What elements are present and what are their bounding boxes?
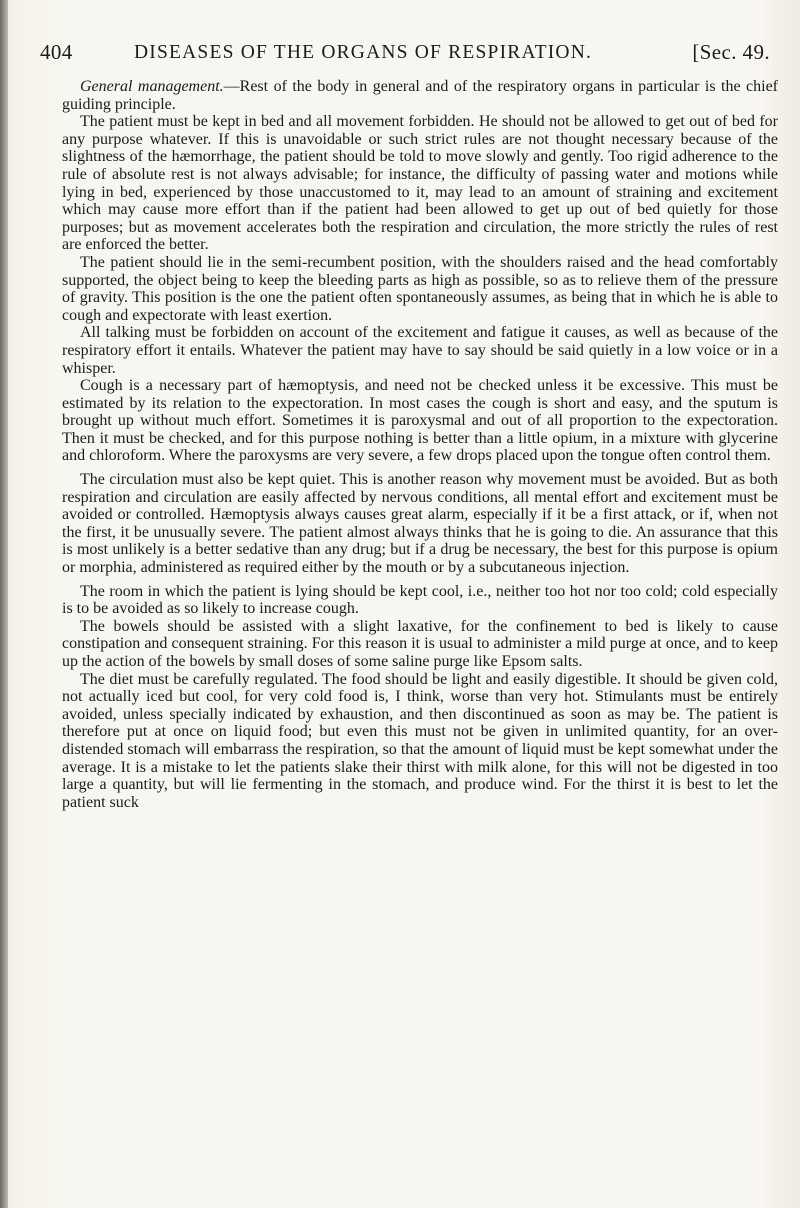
paragraph-diet	[62, 671, 778, 812]
running-header	[40, 40, 770, 76]
paragraph-text: The circulation must also be kept quiet. This is another reason why movement must be avoided. But as both respiration and circulation are easily affected by nervous conditions, all mental effort and excitement must be avoided or controlled. Hæmoptysis always causes great alarm, especially if it be a first attack, or if, when not the first, it be unusually severe. The patient almost always thinks that he is going to die. An assurance that this is most unlikely is a better sedative than any drug; but if a drug be necessary, the best for this purpose is opium or morphia, administered as required either by the mouth or by a subcutaneous injection.	[62, 471, 778, 577]
paragraph-text: The room in which the patient is lying should be kept cool, i.e., neither too hot nor too cold; cold especially is to be avoided as so likely to increase cough.	[62, 582, 778, 618]
paragraph-bowels	[62, 618, 778, 671]
paragraph-general-management	[62, 78, 778, 113]
paragraph-lead: General management.	[80, 78, 224, 95]
paragraph-rest-in-bed	[62, 113, 778, 254]
paragraph-text: The patient must be kept in bed and all movement forbidden. He should not be allowed to get out of bed for any purpose whatever. If this is unavoidable or such strict rules are not thought necessary because of the slightness of the hæmorrhage, the patient should be told to move slowly and gently. Too rigid adherence to the rule of absolute rest is not always advisable; for instance, the difficulty of passing water and motions while lying in bed, experienced by those unaccustomed to it, may lead to an amount of straining and excitement which may cause more effort than if the patient had been allowed to get up out of bed quietly for those purposes; but as movement accelerates both the respiration and circulation, the more strictly the rules of rest are enforced the better.	[62, 113, 778, 254]
paragraph-text: The patient should lie in the semi-recumbent position, with the shoulders raised and the head comfortably supported, the object being to keep the bleeding parts as high as possible, so as to relieve them of the pressure of gravity. This position is the one the patient often spontaneously assumes, as being that in which he is able to cough and expectorate with least exertion.	[62, 253, 778, 324]
section-label: [Sec. 49.	[692, 40, 770, 64]
paragraph-text: All talking must be forbidden on account of the excitement and fatigue it causes, as well as because of the respiratory effort it entails. Whatever the patient may have to say should be said quietly in a low voice or in a whisper.	[62, 324, 778, 377]
paragraph-circulation	[62, 471, 778, 577]
page-binding-edge	[0, 0, 8, 1208]
page-number: 404	[40, 40, 73, 64]
paragraph-talking	[62, 324, 778, 377]
paragraph-position	[62, 254, 778, 324]
paragraph-text: —Rest of the body in general and of the respiratory organs in particular is the chief guiding principle.	[62, 78, 778, 113]
paragraph-text: Cough is a necessary part of hæmoptysis, and need not be checked unless it be excessive. This must be estimated by its relation to the expectoration. In most cases the cough is short and easy, and the sputum is brought up without much effort. Sometimes it is paroxysmal and out of all proportion to the expectoration. Then it must be checked, and for this purpose nothing is better than a little opium, in a mixture with glycerine and chloroform. Where the paroxysms are very severe, a few drops placed upon the tongue often control them.	[62, 377, 778, 465]
paragraph-text: The diet must be carefully regulated. The food should be light and easily digestible. It should be given cold, not actually iced but cool, for very cold food is, I think, worse than very hot. Stimulants must be entirely avoided, unless specially indicated by exhaustion, and then discontinued as soon as may be. The patient is therefore put at once on liquid food; but even this must not be given in unlimited quantity, for an over-distended stomach will embarrass the respiration, so that the amount of liquid must be kept somewhat under the average. It is a mistake to let the patients slake their thirst with milk alone, for this will not be digested in too large a quantity, but will lie fermenting in the stomach, and produce wind. For the thirst it is best to let the patient suck	[62, 670, 778, 811]
paragraph-room	[62, 583, 778, 618]
body-text	[62, 78, 778, 811]
chapter-title: DISEASES OF THE ORGANS OF RESPIRATION.	[134, 42, 593, 63]
paragraph-cough	[62, 377, 778, 465]
paragraph-text: The bowels should be assisted with a slight laxative, for the confinement to bed is likely to cause constipation and consequent straining. For this reason it is usual to administer a mild purge at once, and to keep up the action of the bowels by small doses of some saline purge like Epsom salts.	[62, 617, 778, 670]
